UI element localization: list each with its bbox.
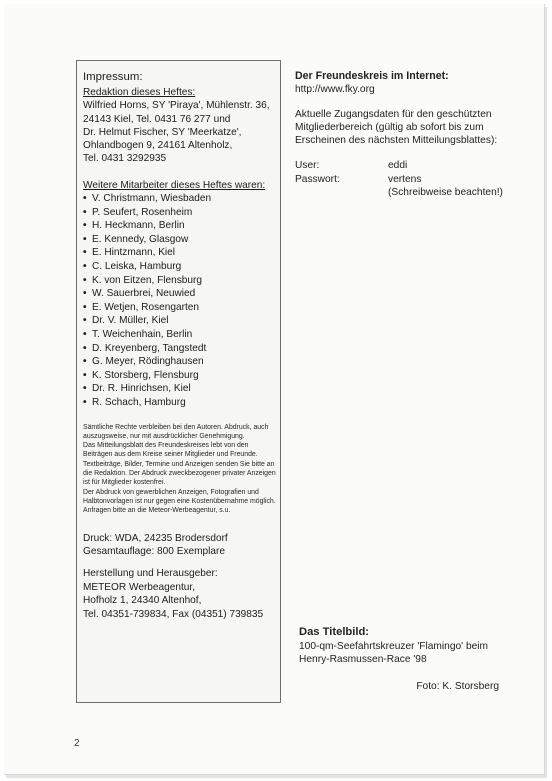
redaktion-heading: Redaktion dieses Heftes: xyxy=(83,87,196,98)
bullet-icon: • xyxy=(83,206,87,218)
titelbild-line: Henry-Rasmussen-Race '98 xyxy=(299,654,427,666)
bullet-icon: • xyxy=(83,383,87,395)
bullet-icon: • xyxy=(83,329,87,341)
druck-line: Druck: WDA, 24235 Brodersdorf xyxy=(83,532,228,544)
rights-paragraph: Das Mitteilungsblatt des Freundeskreises lebt von den Beiträgen aus dem Kreise seiner Mitglieder und Freunde. Textbeiträge, Bilder, Termine und Anzeigen senden Sie bitte an die Redaktion. Der Abdruck zweckbezogener privater Anzeigen ist für Mitglieder kostenfrei. xyxy=(83,442,276,487)
mitarbeiter-item xyxy=(83,246,280,260)
bullet-icon: • xyxy=(83,261,87,273)
mitarbeiter-item xyxy=(83,328,280,342)
mitarbeiter-name: K. von Eitzen, Flensburg xyxy=(92,274,202,286)
mitarbeiter-name: D. Kreyenberg, Tangstedt xyxy=(92,342,207,354)
bullet-icon: • xyxy=(83,274,87,286)
herausgeber-line: Hofholz 1, 24340 Altenhof, xyxy=(83,595,202,607)
titelbild-line: 100-qm-Seefahrtskreuzer 'Flamingo' beim xyxy=(299,641,489,652)
mitarbeiter-item xyxy=(83,206,280,220)
mitarbeiter-item xyxy=(83,369,280,383)
mitarbeiter-item xyxy=(83,274,280,288)
bullet-icon: • xyxy=(83,220,87,232)
mitarbeiter-name: K. Storsberg, Flensburg xyxy=(92,369,199,381)
mitarbeiter-item xyxy=(83,287,280,301)
bullet-icon: • xyxy=(83,369,87,381)
mitarbeiter-name: C. Leiska, Hamburg xyxy=(92,261,182,273)
bullet-icon: • xyxy=(83,356,87,368)
mitarbeiter-heading: Weitere Mitarbeiter dieses Heftes waren: xyxy=(83,179,266,191)
herausgeber-line: Herstellung und Herausgeber: xyxy=(83,568,218,580)
mitarbeiter-item xyxy=(83,233,280,247)
mitarbeiter-item xyxy=(83,342,280,356)
mitarbeiter-name: V. Christmann, Wiesbaden xyxy=(92,193,212,205)
rights-paragraph: Der Abdruck von gewerblichen Anzeigen, Fotografien und Halbtonvorlagen ist nur gegen eine Kostenübernahme möglich. Anfragen bitte an die Meteor-Werbeagentur, s.u. xyxy=(83,488,276,515)
internet-heading: Der Freundeskreis im Internet: xyxy=(295,70,449,82)
password-value: vertens xyxy=(388,173,422,185)
zugang-line: Erscheinen des nächsten Mitteilungsblattes): xyxy=(295,135,498,147)
bullet-icon: • xyxy=(83,247,87,259)
bullet-icon: • xyxy=(83,233,87,245)
redaktion-line: Ohlandbogen 9, 24161 Altenholz, xyxy=(83,140,233,152)
zugang-text xyxy=(295,108,515,148)
zugang-line: Mitgliederbereich (gültig ab sofort bis zum xyxy=(295,121,484,133)
zugang-line: Aktuelle Zugangsdaten für den geschützten xyxy=(295,108,492,120)
redaktion-line: Tel. 0431 3292935 xyxy=(83,153,167,165)
herausgeber-section xyxy=(83,567,280,621)
bullet-icon: • xyxy=(83,315,87,327)
mitarbeiter-item xyxy=(83,192,280,206)
bullet-icon: • xyxy=(83,342,87,354)
mitarbeiter-item xyxy=(83,396,280,410)
password-hint: (Schreibweise beachten!) xyxy=(388,187,503,199)
mitarbeiter-name: T. Weichenhain, Berlin xyxy=(92,329,193,341)
internet-url[interactable]: http://www.fky.org xyxy=(295,84,375,96)
mitarbeiter-name: E. Kennedy, Glasgow xyxy=(92,233,189,245)
auflage-line: Gesamtauflage: 800 Exemplare xyxy=(83,545,225,557)
herausgeber-line: Tel. 04351-739834, Fax (04351) 739835 xyxy=(83,608,264,620)
redaktion-line: Wilfried Horns, SY 'Piraya', Mühlenstr. 36, xyxy=(83,100,270,112)
user-row xyxy=(295,159,515,172)
bullet-icon: • xyxy=(83,193,87,205)
titelbild-heading: Das Titelbild: xyxy=(299,626,370,638)
redaktion-line: 24143 Kiel, Tel. 0431 76 277 und xyxy=(83,113,231,125)
herausgeber-line: METEOR Werbeagentur, xyxy=(83,581,196,593)
user-value: eddi xyxy=(388,160,408,172)
password-label: Passwort: xyxy=(295,173,340,185)
mitarbeiter-name: P. Seufert, Rosenheim xyxy=(92,206,193,218)
titelbild-section xyxy=(299,625,529,693)
mitarbeiter-name: Dr. V. Müller, Kiel xyxy=(92,315,169,327)
mitarbeiter-item xyxy=(83,314,280,328)
mitarbeiter-list xyxy=(83,192,280,410)
password-row xyxy=(295,173,515,186)
rights-paragraph: Sämtliche Rechte verbleiben bei den Autoren. Abdruck, auch auszugsweise, nur mit ausdrücklicher Genehmigung. xyxy=(83,423,269,440)
bullet-icon: • xyxy=(83,396,87,408)
page xyxy=(4,4,545,775)
impressum-title: Impressum: xyxy=(83,71,143,83)
mitarbeiter-name: E. Hintzmann, Kiel xyxy=(92,247,176,259)
druck-section xyxy=(83,532,280,559)
user-label: User: xyxy=(295,160,320,172)
credentials xyxy=(295,159,515,199)
foto-credit: Foto: K. Storsberg xyxy=(416,680,499,692)
bullet-icon: • xyxy=(83,288,87,300)
redaktion-section xyxy=(83,86,280,166)
mitarbeiter-item xyxy=(83,260,280,274)
mitarbeiter-name: Dr. R. Hinrichsen, Kiel xyxy=(92,383,191,395)
redaktion-line: Dr. Helmut Fischer, SY 'Meerkatze', xyxy=(83,126,242,138)
mitarbeiter-item xyxy=(83,301,280,315)
mitarbeiter-name: H. Heckmann, Berlin xyxy=(92,220,185,232)
mitarbeiter-item xyxy=(83,355,280,369)
internet-section xyxy=(295,70,515,199)
mitarbeiter-item xyxy=(83,219,280,233)
mitarbeiter-name: R. Schach, Hamburg xyxy=(92,396,186,408)
page-number: 2 xyxy=(74,738,80,749)
bullet-icon: • xyxy=(83,301,87,313)
mitarbeiter-item xyxy=(83,382,280,396)
impressum-box xyxy=(76,60,281,703)
rights-notice xyxy=(83,423,279,516)
mitarbeiter-name: G. Meyer, Rödinghausen xyxy=(92,356,204,368)
mitarbeiter-name: W. Sauerbrei, Neuwied xyxy=(92,288,196,300)
mitarbeiter-section xyxy=(83,179,280,410)
mitarbeiter-name: E. Wetjen, Rosengarten xyxy=(92,301,199,313)
